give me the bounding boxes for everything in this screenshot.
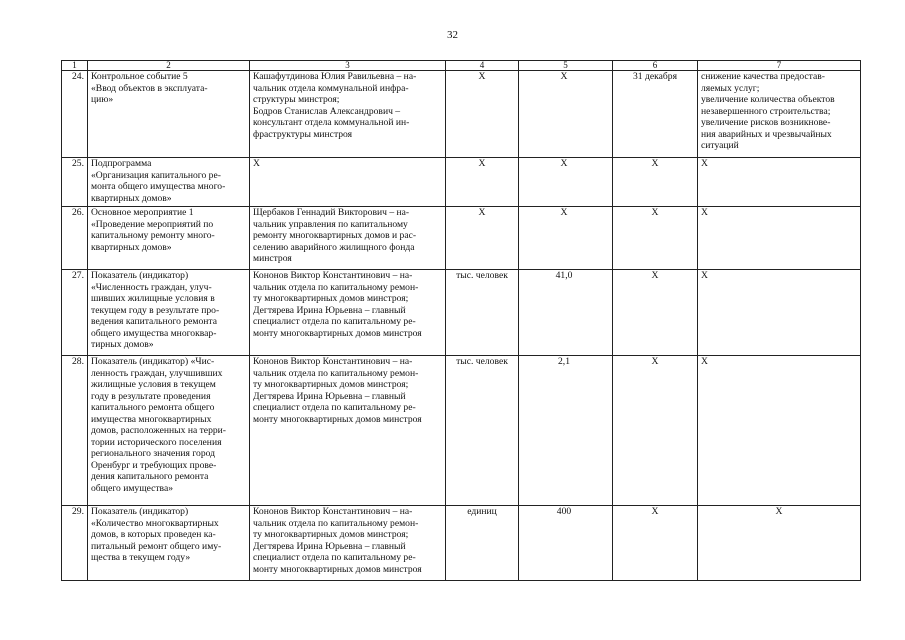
risks-cell-line: незавершенного строительства; bbox=[701, 105, 831, 117]
responsible-person bbox=[250, 71, 446, 158]
item-name bbox=[88, 356, 250, 506]
item-name-line: питальный ремонт общего иму- bbox=[91, 540, 222, 552]
item-name-line: Оренбург и требующих прове- bbox=[91, 459, 217, 471]
responsible-person-line: фраструктуры минстроя bbox=[253, 128, 353, 140]
item-name-line: регионального значения город bbox=[91, 448, 216, 459]
item-name-line: «Ввод объектов в эксплуата- bbox=[91, 82, 208, 94]
item-name-line: квартирных домов» bbox=[91, 241, 172, 253]
item-name-line: Основное мероприятие 1 bbox=[91, 207, 194, 218]
item-name-line: общего имущества многоквар- bbox=[91, 327, 217, 339]
risks-cell bbox=[698, 71, 861, 158]
item-name-line: ленность граждан, улучшивших bbox=[91, 367, 223, 379]
value-cell: 41,0 bbox=[519, 270, 613, 356]
unit-cell: Х bbox=[446, 71, 519, 158]
date-cell: Х bbox=[613, 506, 698, 581]
risks-cell bbox=[698, 506, 861, 581]
risks-cell-line: увеличение рисков возникнове- bbox=[701, 117, 831, 128]
item-name-line: домов, в которых проведен ка- bbox=[91, 529, 216, 540]
item-name bbox=[88, 207, 250, 270]
row-number: 27. bbox=[62, 270, 88, 356]
responsible-person-line: Кононов Виктор Константинович – на- bbox=[253, 270, 413, 281]
item-name-line: домов, расположенных на терри- bbox=[91, 425, 226, 436]
item-name-line: щества в текущем году» bbox=[91, 552, 191, 563]
item-name-line: капитальному ремонту много- bbox=[91, 230, 215, 241]
column-number-header: 1 bbox=[62, 61, 88, 71]
risks-cell bbox=[698, 158, 861, 207]
responsible-person-line: Кононов Виктор Константинович – на- bbox=[253, 356, 413, 367]
item-name bbox=[88, 270, 250, 356]
value-cell: 400 bbox=[519, 506, 613, 581]
table-row bbox=[62, 158, 861, 207]
item-name-line: капитального ремонта общего bbox=[91, 402, 215, 413]
column-number-header: 4 bbox=[446, 61, 519, 71]
responsible-person-line: Щербаков Геннадий Викторович – на- bbox=[253, 207, 410, 218]
responsible-person-line: Кашафутдинова Юлия Равильевна – на- bbox=[253, 71, 417, 82]
item-name bbox=[88, 71, 250, 158]
responsible-person-line: специалист отдела по капитальному ре- bbox=[253, 552, 416, 563]
unit-cell: тыс. человек bbox=[446, 356, 519, 506]
date-cell: Х bbox=[613, 270, 698, 356]
item-name-line: дения капитального ремонта bbox=[91, 471, 209, 482]
value-cell: 2,1 bbox=[519, 356, 613, 506]
risks-cell-line: снижение качества предостав- bbox=[701, 71, 825, 82]
item-name bbox=[88, 158, 250, 207]
risks-cell bbox=[698, 270, 861, 356]
responsible-person-line: монту многоквартирных домов минстроя bbox=[253, 563, 422, 575]
item-name-line: общего имущества» bbox=[91, 482, 174, 494]
row-number: 25. bbox=[62, 158, 88, 207]
risks-cell-line: Х bbox=[701, 356, 708, 367]
responsible-person-line: чальник отдела по капитальному ремон- bbox=[253, 517, 419, 529]
unit-cell: тыс. человек bbox=[446, 270, 519, 356]
item-name-line: Показатель (индикатор) «Чис- bbox=[91, 356, 215, 367]
item-name-line: шивших жилищные условия в bbox=[91, 293, 215, 304]
column-number-header: 5 bbox=[519, 61, 613, 71]
item-name-line: тории исторического поселения bbox=[91, 436, 222, 448]
risks-cell-line: ситуаций bbox=[701, 140, 739, 151]
responsible-person-line: Дегтярева Ирина Юрьевна – главный bbox=[253, 540, 406, 552]
table-row bbox=[62, 356, 861, 506]
risks-cell bbox=[698, 207, 861, 270]
responsible-person-line: чальник отдела по капитальному ремон- bbox=[253, 367, 419, 379]
responsible-person-line: Дегтярева Ирина Юрьевна – главный bbox=[253, 304, 406, 316]
item-name-line: тирных домов» bbox=[91, 339, 154, 350]
item-name-line: «Количество многоквартирных bbox=[91, 517, 219, 529]
responsible-person-line: Кононов Виктор Константинович – на- bbox=[253, 506, 413, 517]
item-name-line: имущества многоквартирных bbox=[91, 413, 212, 425]
responsible-person bbox=[250, 356, 446, 506]
table-row bbox=[62, 71, 861, 158]
item-name-line: «Численность граждан, улуч- bbox=[91, 281, 212, 293]
item-name-line: Подпрограмма bbox=[91, 158, 152, 169]
responsible-person-line: специалист отдела по капитальному ре- bbox=[253, 316, 416, 327]
responsible-person-line: консультант отдела коммунальной ин- bbox=[253, 117, 410, 128]
date-cell: Х bbox=[613, 207, 698, 270]
item-name-line: Показатель (индикатор) bbox=[91, 270, 189, 281]
page-number: 32 bbox=[447, 29, 458, 41]
item-name-line: цию» bbox=[91, 94, 114, 105]
responsible-person-line: монту многоквартирных домов минстроя bbox=[253, 327, 422, 339]
responsible-person bbox=[250, 270, 446, 356]
risks-cell-line: ляемых услуг; bbox=[701, 82, 760, 94]
item-name-line: квартирных домов» bbox=[91, 192, 172, 204]
table-row bbox=[62, 506, 861, 581]
date-cell: Х bbox=[613, 158, 698, 207]
responsible-person bbox=[250, 158, 446, 207]
responsible-person-line: Бодров Станислав Александрович – bbox=[253, 105, 401, 117]
column-number-header: 2 bbox=[88, 61, 250, 71]
item-name-line: текущем году в результате про- bbox=[91, 304, 220, 316]
responsible-person-line: монту многоквартирных домов минстроя bbox=[253, 413, 422, 425]
date-cell: Х bbox=[613, 356, 698, 506]
responsible-person-line: селению аварийного жилищного фонда bbox=[253, 241, 415, 253]
responsible-person bbox=[250, 207, 446, 270]
plan-table bbox=[61, 60, 861, 581]
risks-cell-line: Х bbox=[701, 207, 708, 218]
table-row bbox=[62, 270, 861, 356]
value-cell: Х bbox=[519, 207, 613, 270]
responsible-person-line: минстроя bbox=[253, 253, 292, 264]
responsible-person-line: чальник отдела по капитальному ремон- bbox=[253, 281, 419, 293]
responsible-person-line: структуры минстроя; bbox=[253, 94, 340, 105]
unit-cell: Х bbox=[446, 158, 519, 207]
risks-cell-line: ния аварийных и чрезвычайных bbox=[701, 128, 832, 140]
item-name-line: Показатель (индикатор) bbox=[91, 506, 189, 517]
responsible-person-line: Х bbox=[253, 158, 260, 169]
risks-cell bbox=[698, 356, 861, 506]
column-number-header: 3 bbox=[250, 61, 446, 71]
responsible-person-line: Дегтярева Ирина Юрьевна – главный bbox=[253, 390, 406, 402]
column-number-header: 6 bbox=[613, 61, 698, 71]
item-name-line: ведения капитального ремонта bbox=[91, 316, 218, 327]
responsible-person-line: ремонту многоквартирных домов и рас- bbox=[253, 230, 417, 241]
responsible-person-line: чальник управления по капитальному bbox=[253, 218, 408, 230]
responsible-person-line: ту многоквартирных домов минстроя; bbox=[253, 293, 409, 304]
table-row bbox=[62, 207, 861, 270]
value-cell: Х bbox=[519, 71, 613, 158]
row-number: 29. bbox=[62, 506, 88, 581]
item-name-line: Контрольное событие 5 bbox=[91, 71, 188, 82]
risks-cell-line: увеличение количества объектов bbox=[701, 94, 835, 105]
item-name-line: «Организация капитального ре- bbox=[91, 169, 221, 181]
responsible-person-line: специалист отдела по капитальному ре- bbox=[253, 402, 416, 413]
column-number-row bbox=[62, 61, 861, 71]
item-name-line: жилищные условия в текущем bbox=[91, 379, 216, 390]
responsible-person bbox=[250, 506, 446, 581]
value-cell: Х bbox=[519, 158, 613, 207]
date-cell: 31 декабря bbox=[613, 71, 698, 158]
item-name-line: монта общего имущества много- bbox=[91, 181, 226, 192]
unit-cell: Х bbox=[446, 207, 519, 270]
risks-cell-line: Х bbox=[701, 158, 708, 169]
responsible-person-line: ту многоквартирных домов минстроя; bbox=[253, 379, 409, 390]
item-name bbox=[88, 506, 250, 581]
item-name-line: «Проведение мероприятий по bbox=[91, 218, 214, 230]
responsible-person-line: чальник отдела коммунальной инфра- bbox=[253, 82, 409, 94]
row-number: 28. bbox=[62, 356, 88, 506]
risks-cell-line: Х bbox=[701, 270, 708, 281]
unit-cell: единиц bbox=[446, 506, 519, 581]
item-name-line: году в результате проведения bbox=[91, 390, 211, 402]
responsible-person-line: ту многоквартирных домов минстроя; bbox=[253, 529, 409, 540]
risks-cell-line: Х bbox=[775, 506, 783, 517]
row-number: 26. bbox=[62, 207, 88, 270]
column-number-header: 7 bbox=[698, 61, 861, 71]
row-number: 24. bbox=[62, 71, 88, 158]
